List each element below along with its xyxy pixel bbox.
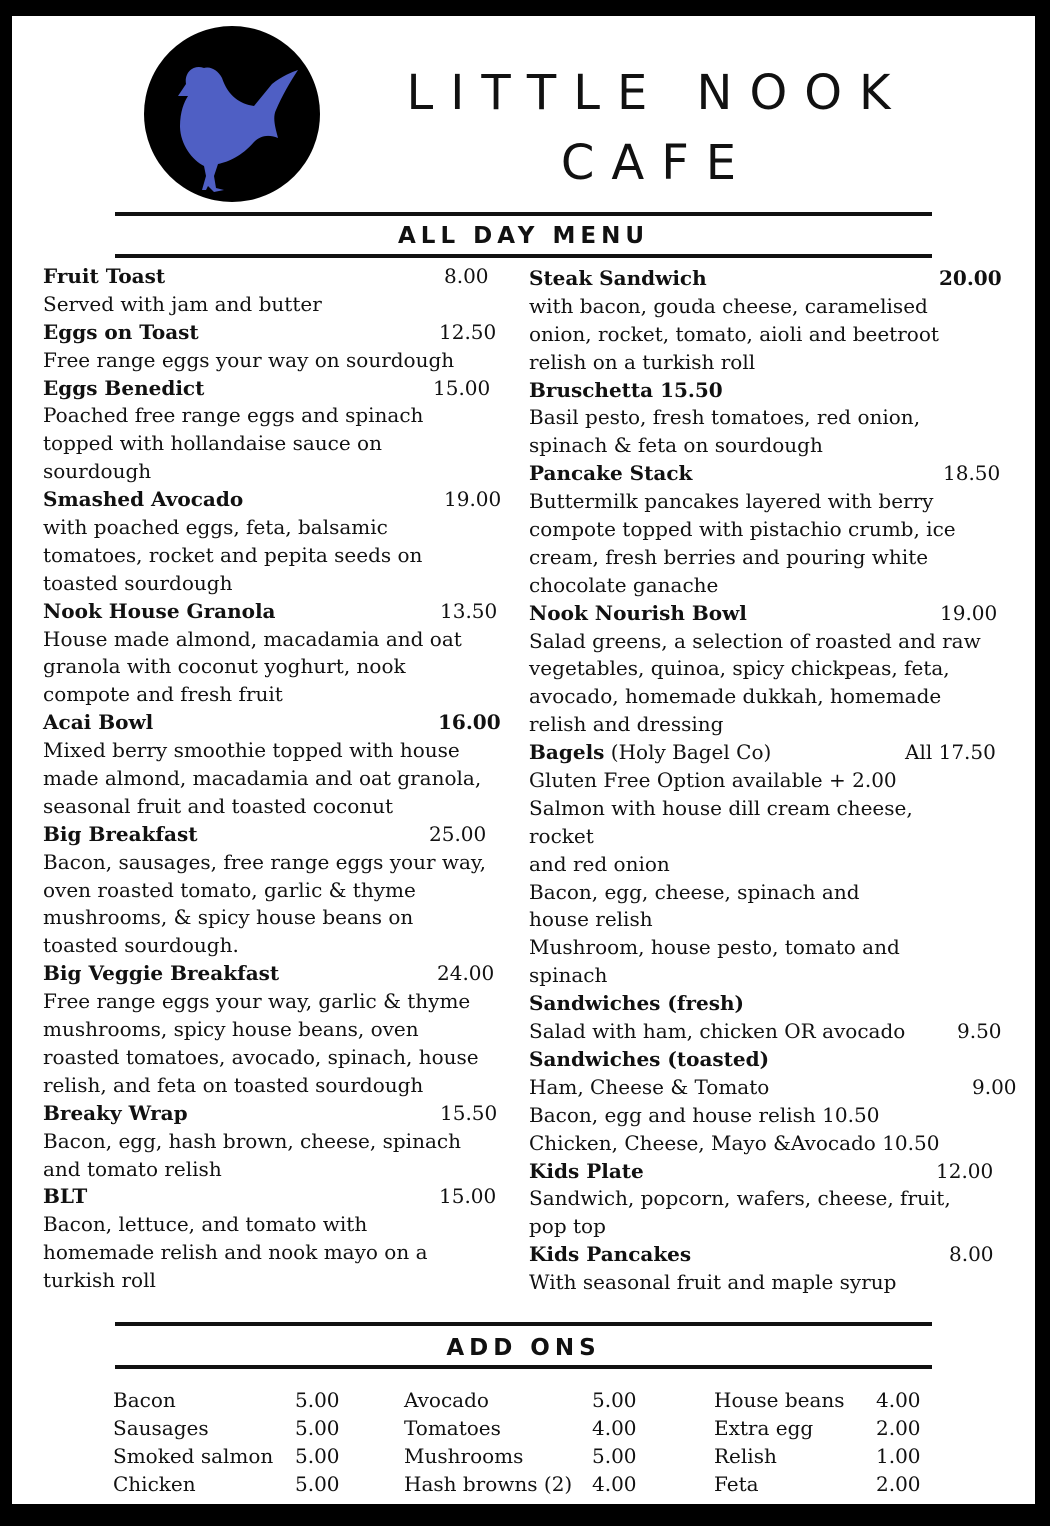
addon-name: Bacon [113, 1388, 176, 1412]
menu-item-description: compote and fresh fruit [43, 682, 283, 707]
menu-item-price: 24.00 [437, 961, 495, 986]
addon-price: 4.00 [592, 1472, 637, 1496]
menu-item-name: Breaky Wrap [43, 1100, 188, 1125]
menu-item-name: Kids Plate [529, 1158, 644, 1183]
left-menu-row [43, 653, 513, 681]
menu-page [12, 16, 1035, 1504]
addon-name: Avocado [404, 1388, 489, 1412]
addon-row [404, 1470, 644, 1498]
menu-item-name: Smashed Avocado [43, 487, 244, 512]
menu-item-description: Bacon, sausages, free range eggs your way, [43, 849, 486, 874]
menu-item-description: sourdough [43, 459, 152, 484]
right-menu-row [529, 990, 1009, 1018]
cafe-title [382, 58, 932, 198]
addons-column-2 [404, 1386, 644, 1498]
menu-item-name: Nook House Granola [43, 598, 276, 623]
left-menu-row [43, 709, 513, 737]
menu-item-price: 18.50 [943, 461, 1001, 486]
menu-item-description: Bacon, lettuce, and tomato with [43, 1212, 368, 1237]
addon-name: Extra egg [714, 1416, 814, 1440]
addon-name: Mushrooms [404, 1444, 524, 1468]
menu-item-name: Steak Sandwich [529, 266, 707, 290]
menu-item-price: 16.00 [438, 710, 501, 735]
right-menu-row [529, 906, 1009, 934]
addon-name: Feta [714, 1472, 759, 1496]
menu-item-description: House made almond, macadamia and oat [43, 626, 462, 651]
addon-price: 5.00 [295, 1444, 340, 1468]
left-menu-row [43, 1267, 513, 1295]
right-menu-row [529, 516, 1009, 544]
right-menu-column [529, 265, 1017, 1297]
menu-item-description: Salad greens, a selection of roasted and raw [529, 628, 981, 653]
menu-item-description: Gluten Free Option available + 2.00 [529, 768, 897, 793]
right-menu-row [529, 432, 1009, 460]
left-menu-row [43, 1044, 513, 1072]
menu-item-description: relish, and feta on toasted sourdough [43, 1072, 424, 1097]
right-menu-row [529, 851, 1009, 879]
right-menu-row [529, 1074, 1017, 1102]
menu-item-name: Bruschetta 15.50 [529, 377, 723, 402]
addon-price: 5.00 [295, 1472, 340, 1496]
addon-row [714, 1414, 934, 1442]
left-menu-row [43, 542, 513, 570]
addons-column-1 [113, 1386, 353, 1498]
right-menu-row [529, 683, 1009, 711]
menu-item-price: 25.00 [429, 821, 487, 846]
menu-item-description: Salmon with house dill cream cheese, [529, 795, 913, 820]
right-menu-row [529, 962, 1009, 990]
right-menu-row [529, 377, 1009, 405]
left-menu-row [43, 793, 513, 821]
right-menu-row [529, 1269, 1009, 1297]
right-menu-row [529, 795, 1009, 823]
addon-row [113, 1470, 353, 1498]
menu-item-name: Acai Bowl [43, 710, 154, 735]
menu-item-description: mushrooms, & spicy house beans on [43, 905, 414, 930]
left-menu-row [43, 291, 513, 319]
menu-item-description: house relish [529, 907, 653, 932]
menu-item-name: BLT [43, 1184, 88, 1209]
menu-item-price: 8.00 [444, 264, 489, 288]
menu-item-description: Served with jam and butter [43, 291, 322, 316]
addon-row [113, 1442, 353, 1470]
addon-price: 5.00 [295, 1416, 340, 1440]
left-menu-row [43, 904, 513, 932]
menu-item-description: Free range eggs your way, garlic & thyme [43, 989, 471, 1014]
menu-item-description: rocket [529, 823, 594, 848]
addon-row [404, 1414, 644, 1442]
menu-item-description: Bacon, egg, hash brown, cheese, spinach [43, 1128, 461, 1153]
menu-item-description: cream, fresh berries and pouring white [529, 544, 929, 569]
menu-item-description: Bacon, egg, cheese, spinach and [529, 879, 860, 904]
left-menu-row [43, 988, 513, 1016]
menu-item-price: 9.00 [972, 1074, 1017, 1099]
menu-item-price: 15.00 [439, 1184, 497, 1209]
menu-item-description: mushrooms, spicy house beans, oven [43, 1017, 419, 1042]
addon-row [714, 1386, 934, 1414]
menu-item-description: Bacon, egg and house relish 10.50 [529, 1102, 880, 1127]
menu-item-description: homemade relish and nook mayo on a [43, 1240, 428, 1265]
menu-item-price: 12.00 [936, 1158, 994, 1183]
menu-item-description: Buttermilk pancakes layered with berry [529, 489, 934, 514]
addon-price: 5.00 [295, 1388, 340, 1412]
menu-item-name: Bagels [529, 740, 605, 765]
menu-item-price: 9.50 [957, 1019, 1002, 1044]
left-menu-row [43, 1239, 513, 1267]
left-menu-row [43, 598, 513, 626]
menu-item-description: with bacon, gouda cheese, caramelised [529, 293, 928, 318]
left-menu-row [43, 402, 513, 430]
menu-item-description: spinach [529, 963, 608, 988]
menu-item-description: tomatoes, rocket and pepita seeds on [43, 542, 423, 567]
addon-price: 1.00 [876, 1444, 921, 1468]
menu-item-name: Eggs on Toast [43, 319, 199, 344]
left-menu-row [43, 570, 513, 598]
right-menu-row [529, 404, 1009, 432]
addon-row [714, 1470, 934, 1498]
left-menu-row [43, 486, 513, 514]
right-menu-row [529, 1130, 1009, 1158]
right-menu-row [529, 655, 1009, 683]
right-menu-row [529, 572, 1009, 600]
menu-item-name: Sandwiches (fresh) [529, 991, 744, 1016]
menu-item-description: pop top [529, 1214, 606, 1239]
addon-row [113, 1386, 353, 1414]
left-menu-column [43, 263, 513, 1295]
menu-item-description: Sandwich, popcorn, wafers, cheese, fruit, [529, 1186, 951, 1211]
menu-item-price: All 17.50 [905, 740, 996, 765]
right-menu-row [529, 321, 1009, 349]
menu-item-price: 15.50 [440, 1100, 498, 1125]
left-menu-row [43, 849, 513, 877]
menu-item-name: Big Veggie Breakfast [43, 961, 280, 986]
menu-item-description: and tomato relish [43, 1156, 222, 1181]
right-menu-row [529, 739, 1009, 767]
left-menu-row [43, 1072, 513, 1100]
right-menu-row [529, 879, 1009, 907]
menu-item-name: Nook Nourish Bowl [529, 600, 747, 625]
add-ons-heading: ADD ONS [446, 1335, 601, 1361]
left-menu-row [43, 1016, 513, 1044]
left-menu-row [43, 1128, 513, 1156]
addon-row [404, 1386, 644, 1414]
addon-row [113, 1414, 353, 1442]
menu-item-description: roasted tomatoes, avocado, spinach, house [43, 1044, 479, 1069]
top-rule [115, 212, 932, 216]
menu-item-price: 19.00 [444, 487, 502, 512]
menu-item-name: Sandwiches (toasted) [529, 1046, 770, 1071]
left-menu-row [43, 960, 513, 988]
addon-name: House beans [714, 1388, 845, 1412]
addon-name: Relish [714, 1444, 777, 1468]
menu-item-price: 15.00 [433, 375, 491, 400]
menu-item-description: Basil pesto, fresh tomatoes, red onion, [529, 405, 921, 430]
left-menu-row [43, 430, 513, 458]
bird-logo [144, 26, 320, 202]
menu-item-description: vegetables, quinoa, spicy chickpeas, feta, [529, 656, 950, 681]
menu-item-description: spinach & feta on sourdough [529, 433, 823, 458]
left-menu-row [43, 877, 513, 905]
left-menu-row [43, 514, 513, 542]
left-menu-row [43, 263, 513, 291]
right-menu-row [529, 488, 1009, 516]
addon-price: 4.00 [592, 1416, 637, 1440]
right-menu-row [529, 1241, 1009, 1269]
menu-item-description: compote topped with pistachio crumb, ice [529, 517, 956, 542]
right-menu-row [529, 823, 1009, 851]
addon-row [404, 1442, 644, 1470]
left-menu-row [43, 319, 513, 347]
menu-item-description: Poached free range eggs and spinach [43, 403, 424, 428]
menu-item-description: toasted sourdough. [43, 933, 239, 958]
menu-item-name: Eggs Benedict [43, 375, 205, 400]
all-day-menu-heading: ALL DAY MENU [398, 223, 649, 249]
addon-price: 5.00 [592, 1444, 637, 1468]
menu-item-description: toasted sourdough [43, 570, 233, 595]
addons-bottom-rule [115, 1365, 932, 1369]
addons-column-3 [714, 1386, 934, 1498]
right-menu-row [529, 349, 1009, 377]
addon-name: Chicken [113, 1472, 196, 1496]
menu-item-description: Mixed berry smoothie topped with house [43, 738, 460, 763]
menu-item-description: relish on a turkish roll [529, 349, 756, 374]
menu-item-price: 8.00 [949, 1242, 994, 1267]
menu-rule [115, 254, 932, 258]
menu-item-description: Salad with ham, chicken OR avocado [529, 1019, 906, 1044]
right-menu-row [529, 711, 1009, 739]
right-menu-row [529, 293, 1009, 321]
addon-name: Sausages [113, 1416, 209, 1440]
menu-item-description: Free range eggs your way on sourdough [43, 347, 455, 372]
menu-item-price: 20.00 [939, 266, 1002, 290]
cafe-title-line1: LITTLE NOOK [406, 65, 908, 121]
menu-item-price: 19.00 [940, 600, 998, 625]
menu-item-description: chocolate ganache [529, 572, 719, 597]
left-menu-row [43, 821, 513, 849]
left-menu-row [43, 681, 513, 709]
right-menu-row [529, 767, 1009, 795]
addon-row [714, 1442, 934, 1470]
cafe-title-line2: CAFE [560, 135, 754, 191]
menu-item-description: Mushroom, house pesto, tomato and [529, 935, 900, 960]
menu-item-name: Kids Pancakes [529, 1242, 692, 1267]
addon-name: Tomatoes [404, 1416, 501, 1440]
left-menu-row [43, 1156, 513, 1184]
menu-item-price: 13.50 [440, 598, 498, 623]
menu-item-price: 12.50 [439, 319, 497, 344]
menu-item-name: Big Breakfast [43, 821, 198, 846]
right-menu-row [529, 544, 1009, 572]
menu-item-description: with poached eggs, feta, balsamic [43, 515, 388, 540]
menu-item-note: (Holy Bagel Co) [604, 740, 772, 765]
right-menu-row [529, 1018, 1009, 1046]
left-menu-row [43, 626, 513, 654]
left-menu-row [43, 737, 513, 765]
right-menu-row [529, 1213, 1009, 1241]
addon-price: 2.00 [876, 1416, 921, 1440]
right-menu-row [529, 934, 1009, 962]
right-menu-row [529, 628, 1009, 656]
menu-item-description: With seasonal fruit and maple syrup [529, 1270, 897, 1295]
left-menu-row [43, 347, 513, 375]
left-menu-row [43, 458, 513, 486]
right-menu-row [529, 460, 1009, 488]
addon-price: 2.00 [876, 1472, 921, 1496]
addons-top-rule [115, 1322, 932, 1326]
left-menu-row [43, 1100, 513, 1128]
left-menu-row [43, 932, 513, 960]
right-menu-row [529, 1158, 1009, 1186]
addon-name: Hash browns (2) [404, 1472, 573, 1496]
right-menu-row [529, 265, 1009, 293]
left-menu-row [43, 765, 513, 793]
menu-item-description: avocado, homemade dukkah, homemade [529, 684, 942, 709]
bird-icon [144, 26, 320, 202]
menu-item-description: seasonal fruit and toasted coconut [43, 793, 394, 818]
left-menu-row [43, 1183, 513, 1211]
menu-item-name: Fruit Toast [43, 264, 166, 288]
menu-item-description: topped with hollandaise sauce on [43, 431, 382, 456]
right-menu-row [529, 1185, 1009, 1213]
menu-item-description: granola with coconut yoghurt, nook [43, 654, 406, 679]
menu-item-description: turkish roll [43, 1268, 156, 1293]
menu-item-description: made almond, macadamia and oat granola, [43, 766, 482, 791]
menu-item-description: onion, rocket, tomato, aioli and beetroot [529, 321, 939, 346]
addon-price: 4.00 [876, 1388, 921, 1412]
addon-price: 5.00 [592, 1388, 637, 1412]
menu-item-description: and red onion [529, 851, 670, 876]
menu-item-description: oven roasted tomato, garlic & thyme [43, 877, 416, 902]
right-menu-row [529, 600, 1009, 628]
right-menu-row [529, 1102, 1009, 1130]
menu-item-description: Ham, Cheese & Tomato [529, 1074, 770, 1099]
left-menu-row [43, 375, 513, 403]
addon-name: Smoked salmon [113, 1444, 274, 1468]
menu-item-name: Pancake Stack [529, 461, 693, 486]
menu-item-description: Chicken, Cheese, Mayo &Avocado 10.50 [529, 1130, 940, 1155]
left-menu-row [43, 1211, 513, 1239]
right-menu-row [529, 1046, 1009, 1074]
menu-item-description: relish and dressing [529, 712, 724, 737]
